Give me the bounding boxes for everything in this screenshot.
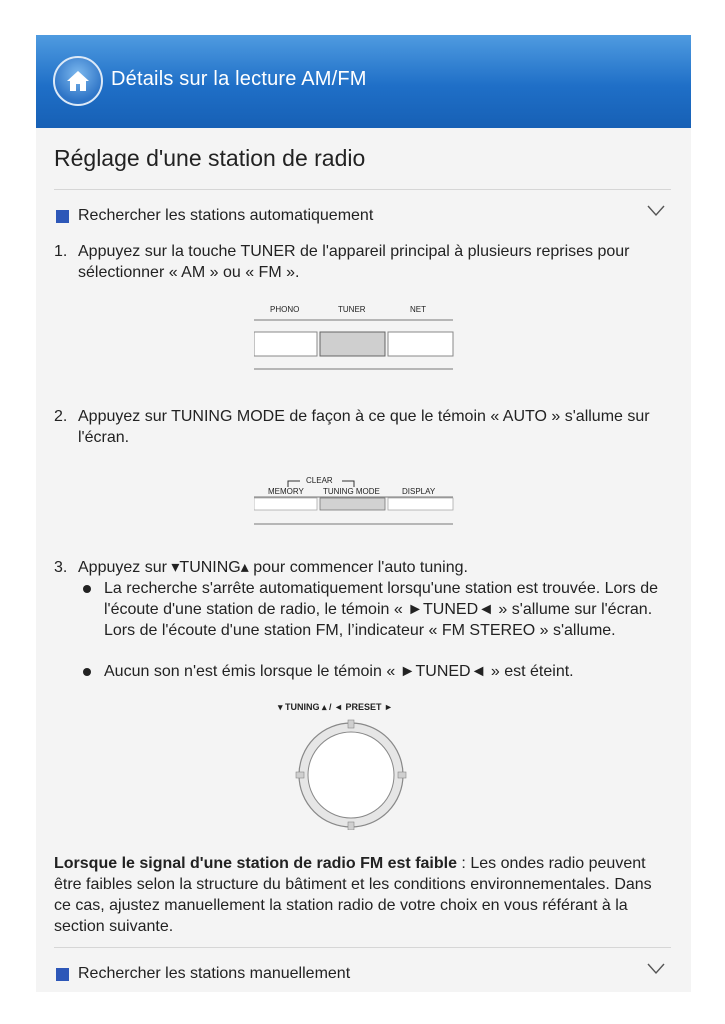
step-text: Appuyez sur TUNING MODE de façon à ce que le témoin « AUTO » s'allume sur l'écran. [78, 408, 650, 446]
tuning-knob-figure [274, 700, 434, 830]
panel-tuner-button [254, 303, 454, 373]
net-label: NET [410, 305, 426, 314]
step-2 [54, 406, 664, 448]
knob-inner-dial [308, 732, 394, 818]
page-content [36, 35, 691, 992]
panel-tuning-mode-button [254, 475, 454, 527]
bullet-dot [83, 668, 91, 676]
net-key [388, 332, 453, 356]
header-banner [36, 35, 691, 128]
knob-label: ▾ TUNING ▴ / ◄ PRESET ► [278, 702, 393, 712]
display-label: DISPLAY [402, 487, 436, 496]
bullet-dot [83, 585, 91, 593]
divider [54, 189, 671, 190]
chevron-down-icon[interactable] [647, 205, 665, 217]
section-label: Rechercher les stations automatiquement [78, 207, 374, 224]
step-text: Appuyez sur ▾TUNING▴ pour commencer l'auto tuning. [78, 559, 468, 576]
tuning-mode-label: TUNING MODE [323, 487, 380, 496]
memory-key [254, 498, 317, 510]
note-text: : Les ondes radio peuvent être faibles selon la structure du bâtiment et les conditions environnementales. Dans ce cas, ajustez manuellement la station radio de votre choix en vous référant à la section suivante. [54, 855, 652, 935]
weak-signal-note [54, 853, 664, 937]
bullet-item [80, 578, 660, 641]
step-1 [54, 241, 664, 283]
section-marker [56, 968, 69, 981]
tuning-mode-key [320, 498, 385, 510]
bullet-text: Aucun son n'est émis lorsque le témoin « ►TUNED◄ » est éteint. [104, 663, 574, 680]
section-marker [56, 210, 69, 223]
step-number: 2. [54, 408, 68, 425]
bullet-item [80, 661, 660, 682]
tuner-key [320, 332, 385, 356]
chevron-down-icon[interactable] [647, 963, 665, 975]
section-auto-search[interactable] [56, 204, 671, 228]
step-number: 1. [54, 243, 68, 260]
tuner-label: TUNER [338, 305, 366, 314]
step-3 [54, 557, 664, 578]
step-number: 3. [54, 559, 68, 576]
clear-label: CLEAR [306, 476, 333, 485]
bullet-text: La recherche s'arrête automatiquement lorsqu'une station est trouvée. Lors de l'écoute d'une station de radio, le témoin « ►TUNED◄ » s'allume sur l'écran. Lors de l'écoute d'une station FM, l’indicateur « FM STEREO » s'allume. [104, 580, 658, 639]
page-title: Réglage d'une station de radio [54, 145, 366, 171]
display-key [388, 498, 453, 510]
note-heading: Lorsque le signal d'une station de radio FM est faible [54, 855, 457, 872]
step-text: Appuyez sur la touche TUNER de l'appareil principal à plusieurs reprises pour sélectionner « AM » ou « FM ». [78, 243, 630, 281]
phono-key [254, 332, 317, 356]
section-label: Rechercher les stations manuellement [78, 965, 351, 982]
divider [54, 947, 671, 948]
section-manual-search[interactable] [56, 962, 671, 986]
home-icon [64, 67, 92, 95]
home-button[interactable] [53, 56, 103, 106]
phono-label: PHONO [270, 305, 300, 314]
banner-title: Détails sur la lecture AM/FM [111, 68, 367, 90]
memory-label: MEMORY [268, 487, 304, 496]
